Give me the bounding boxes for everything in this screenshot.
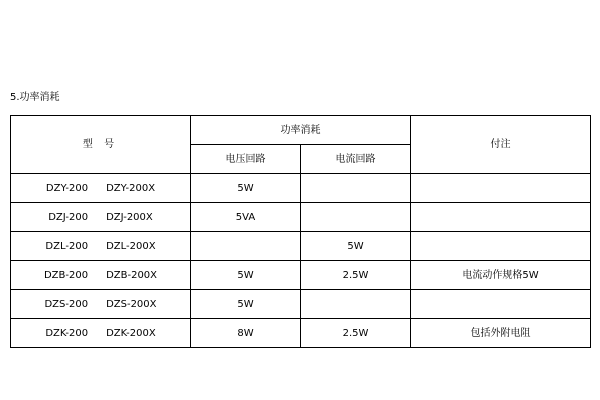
cell-current <box>301 174 411 203</box>
cell-model <box>11 319 191 348</box>
cell-voltage: 5W <box>191 261 301 290</box>
cell-model <box>11 261 191 290</box>
header-model: 型 号 <box>11 116 191 174</box>
cell-current <box>301 290 411 319</box>
cell-note <box>411 232 591 261</box>
cell-voltage: 5W <box>191 290 301 319</box>
model-right: DZJ-200X <box>106 211 153 223</box>
table-header-row-1 <box>11 116 591 145</box>
table-row <box>11 174 591 203</box>
cell-note <box>411 174 591 203</box>
cell-note: 电流动作规格5W <box>411 261 591 290</box>
cell-note: 包括外附电阻 <box>411 319 591 348</box>
header-power-consumption: 功率消耗 <box>191 116 411 145</box>
model-right: DZS-200X <box>106 298 157 310</box>
model-left: DZK-200 <box>45 327 89 339</box>
cell-note <box>411 290 591 319</box>
cell-note <box>411 203 591 232</box>
cell-current: 5W <box>301 232 411 261</box>
cell-model <box>11 203 191 232</box>
header-current-circuit: 电流回路 <box>301 145 411 174</box>
model-left: DZB-200 <box>43 269 89 281</box>
power-consumption-table <box>10 115 591 348</box>
cell-current: 2.5W <box>301 319 411 348</box>
model-left: DZS-200 <box>44 298 89 310</box>
cell-model <box>11 232 191 261</box>
cell-voltage: 5VA <box>191 203 301 232</box>
cell-voltage <box>191 232 301 261</box>
cell-current: 2.5W <box>301 261 411 290</box>
cell-model <box>11 290 191 319</box>
table-row <box>11 319 591 348</box>
model-right: DZY-200X <box>106 182 156 194</box>
table-row <box>11 261 591 290</box>
header-note: 付注 <box>411 116 591 174</box>
model-left: DZY-200 <box>45 182 89 194</box>
table-row <box>11 232 591 261</box>
model-left: DZL-200 <box>45 240 89 252</box>
power-consumption-table-wrapper <box>10 115 590 348</box>
cell-model <box>11 174 191 203</box>
section-heading: 5.功率消耗 <box>10 92 60 103</box>
model-right: DZB-200X <box>106 269 158 281</box>
model-right: DZK-200X <box>106 327 156 339</box>
cell-current <box>301 203 411 232</box>
table-row <box>11 203 591 232</box>
table-row <box>11 290 591 319</box>
model-left: DZJ-200 <box>48 211 89 223</box>
cell-voltage: 8W <box>191 319 301 348</box>
header-voltage-circuit: 电压回路 <box>191 145 301 174</box>
model-right: DZL-200X <box>106 240 156 252</box>
cell-voltage: 5W <box>191 174 301 203</box>
